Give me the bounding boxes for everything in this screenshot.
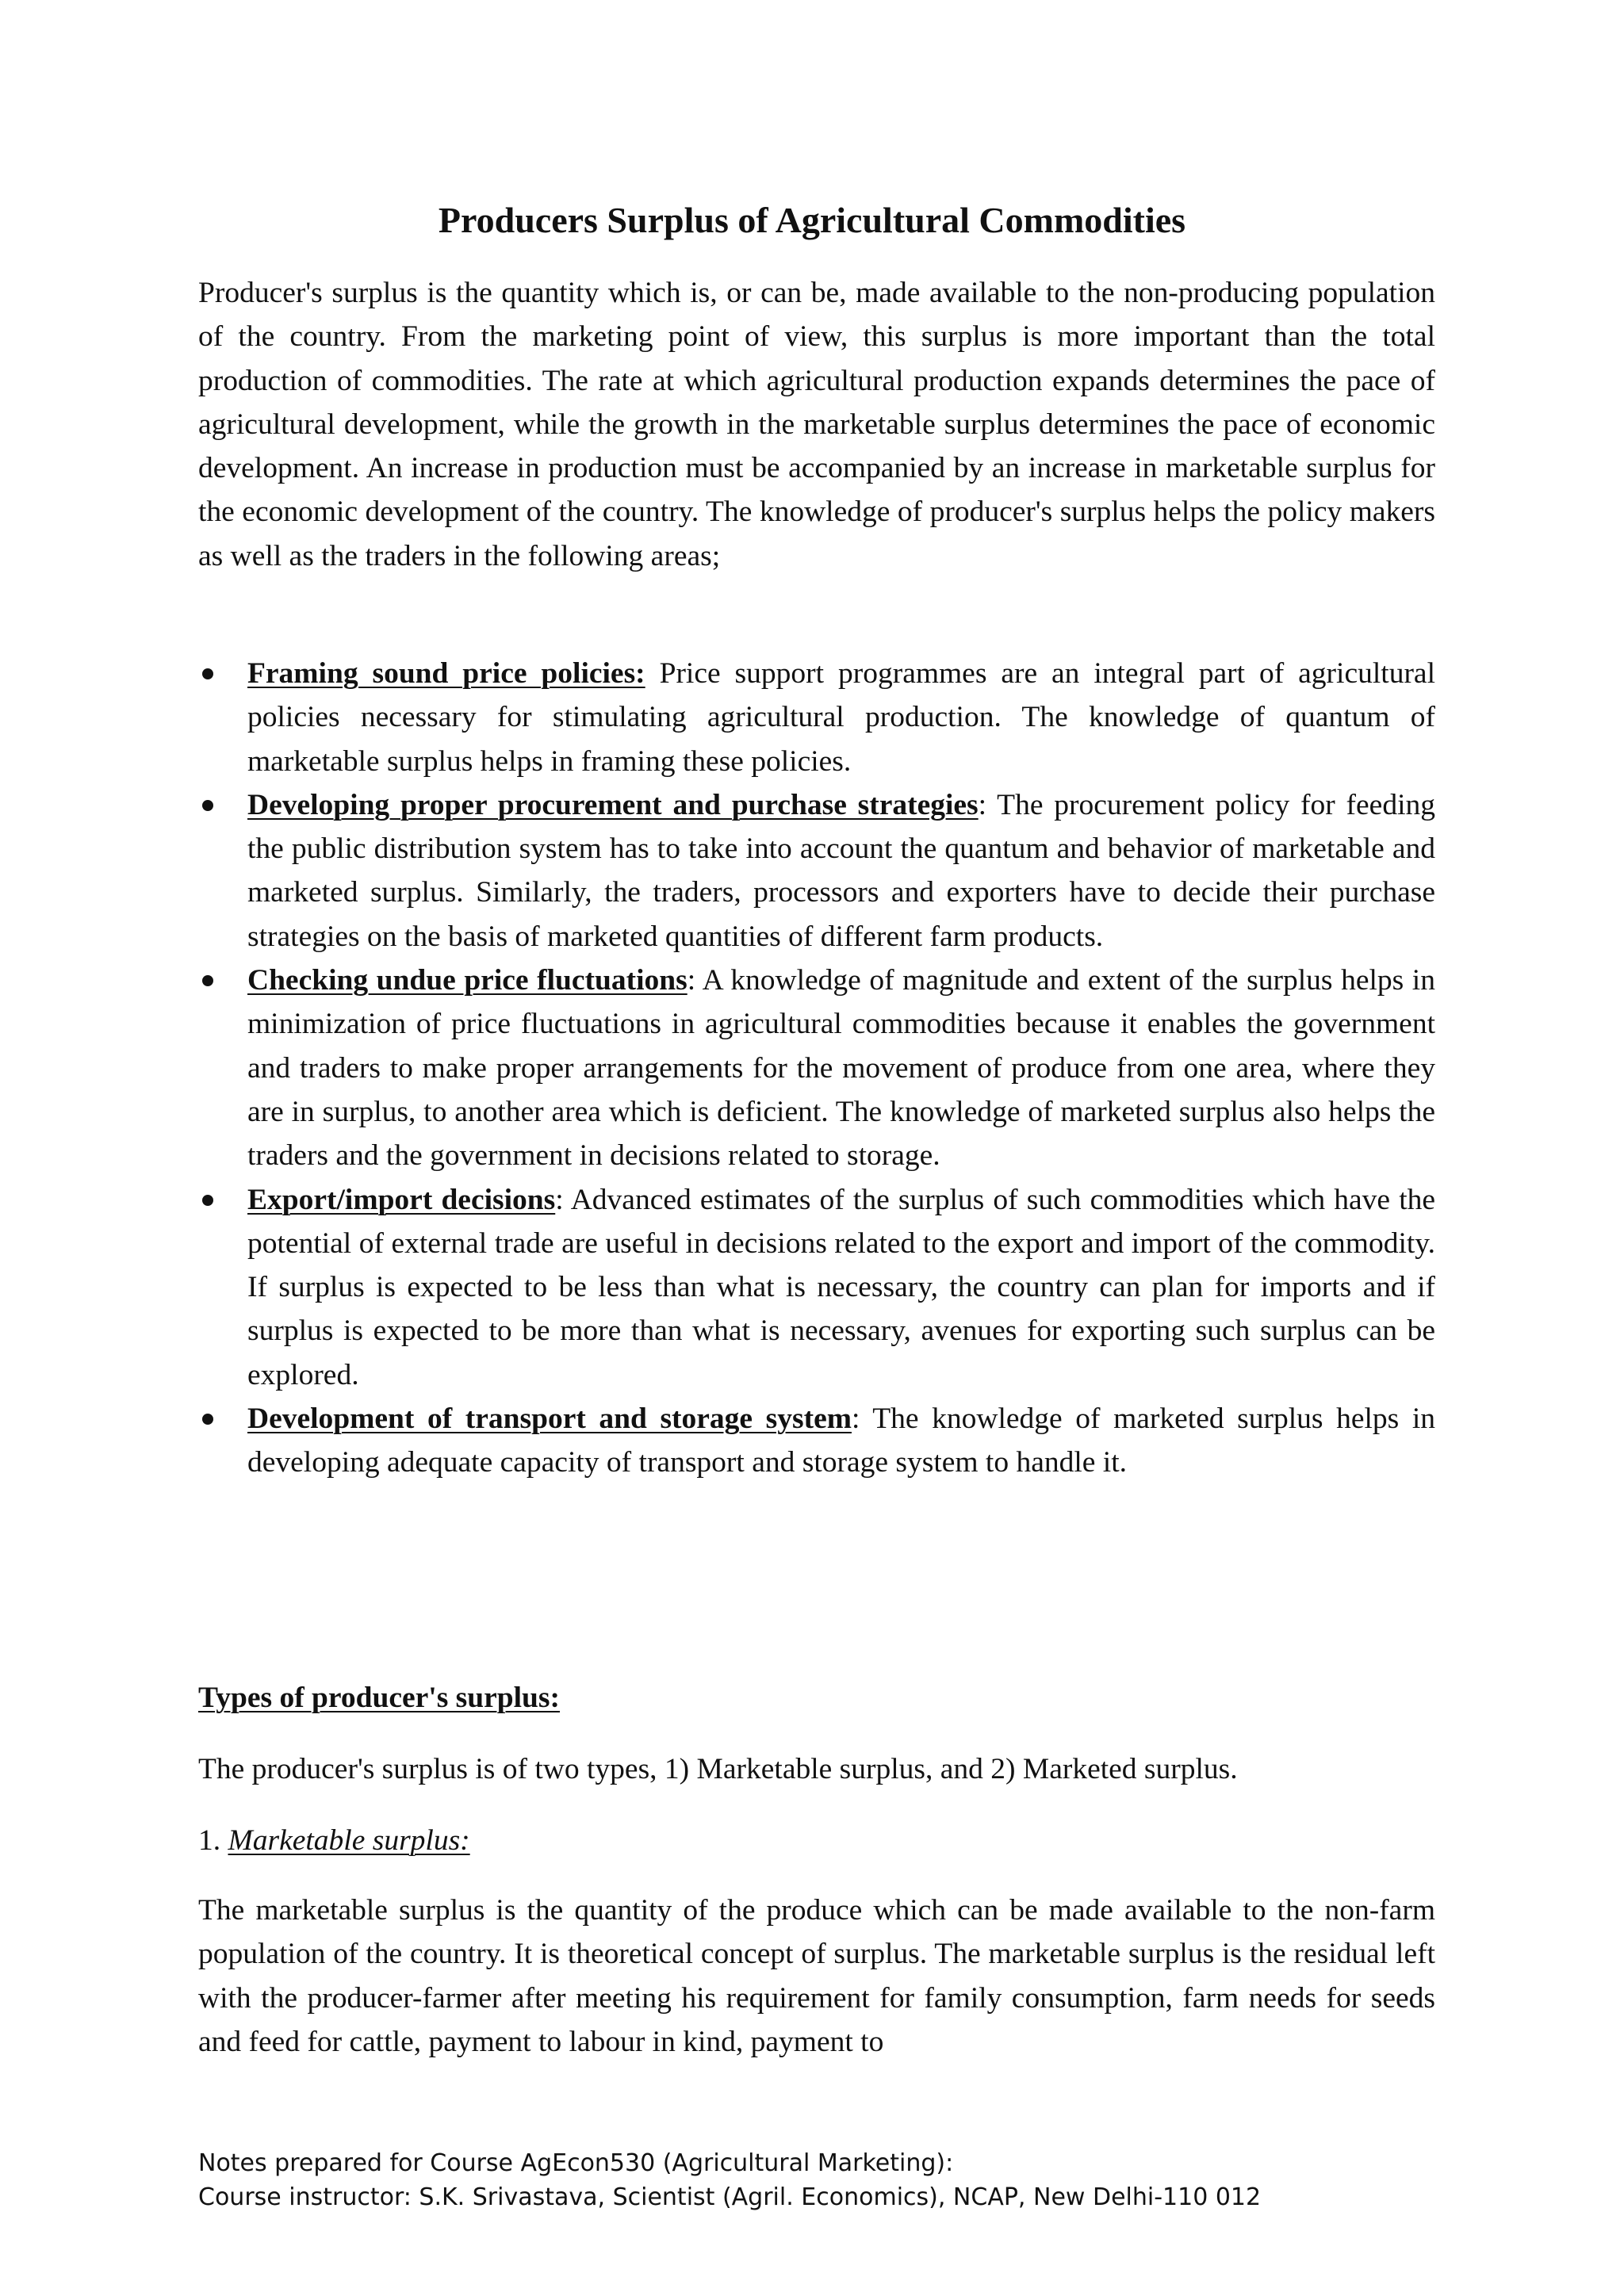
footer-line-course: Notes prepared for Course AgEcon530 (Agricultural Marketing):: [198, 2149, 954, 2177]
marketable-surplus-heading: [198, 1819, 470, 1862]
bullet-term: Checking undue price fluctuations: [247, 964, 688, 997]
list-item: [198, 1397, 1435, 1485]
bullet-text: : A knowledge of magnitude and extent of the surplus helps in minimization of price fluctuations in agricultural commodities because it enables the government and traders to make proper arrangements for the movement of produce from one area, where they are in surplus, to another area which is deficient. The knowledge of marketed surplus also helps the traders and the government in decisions related to storage.: [247, 964, 1435, 1173]
benefits-list: [198, 652, 1435, 1485]
types-intro-paragraph: The producer's surplus is of two types, 1) Marketable surplus, and 2) Marketed surplus.: [198, 1753, 1238, 1785]
marketable-surplus-paragraph: The marketable surplus is the quantity of the produce which can be made available to the non-farm population of the country. It is theoretical concept of surplus. The marketable surplus is the residual left with the producer-farmer after meeting his requirement for family consumption, farm needs for seeds and feed for cattle, payment to labour in kind, payment to: [198, 1894, 1435, 2058]
footer-line-instructor: Course instructor: S.K. Srivastava, Scientist (Agril. Economics), NCAP, New Delhi-110 012: [198, 2183, 1262, 2211]
bullet-text: : The knowledge of marketed surplus helps in developing adequate capacity of transport and storage system to handle it.: [247, 1402, 1435, 1479]
sub-heading-number: 1.: [198, 1824, 228, 1857]
bullet-text: : The procurement policy for feeding the public distribution system has to take into account the quantum and behavior of marketable and marketed surplus. Similarly, the traders, processors and exporters have to decide their purchase strategies on the basis of marketed quantities of different farm products.: [247, 788, 1435, 953]
intro-paragraph: Producer's surplus is the quantity which is, or can be, made available to the non-producing population of the country. From the marketing point of view, this surplus is more important than the total production of commodities. The rate at which agricultural production expands determines the pace of agricultural development, while the growth in the marketable surplus determines the pace of economic development. An increase in production must be accompanied by an increase in marketable surplus for the economic development of the country. The knowledge of producer's surplus helps the policy makers as well as the traders in the following areas;: [198, 277, 1435, 572]
list-item: [198, 959, 1435, 1177]
bullet-icon: [202, 975, 213, 986]
page-footer: [198, 2146, 1467, 2214]
list-item: [198, 783, 1435, 959]
bullet-term: Developing proper procurement and purchase strategies: [247, 788, 979, 821]
types-heading: Types of producer's surplus:: [198, 1682, 560, 1714]
bullet-term: Development of transport and storage system: [247, 1402, 852, 1436]
sub-heading-label: Marketable surplus:: [228, 1824, 470, 1857]
list-item: [198, 1178, 1435, 1397]
page-title: Producers Surplus of Agricultural Commodities: [438, 200, 1186, 240]
bullet-term: Framing sound price policies:: [247, 657, 645, 690]
bullet-icon: [202, 668, 213, 679]
bullet-icon: [202, 1195, 213, 1206]
bullet-icon: [202, 800, 213, 811]
bullet-text: Price support programmes are an integral part of agricultural policies necessary for stimulating agricultural production. The knowledge of quantum of marketable surplus helps in framing these policies.: [247, 657, 1435, 778]
bullet-text: : Advanced estimates of the surplus of such commodities which have the potential of external trade are useful in decisions related to the export and import of the commodity. If surplus is expected to be less than what is necessary, the country can plan for imports and if surplus is expected to be more than what is necessary, avenues for exporting such surplus can be explored.: [247, 1183, 1436, 1391]
list-item: [198, 652, 1435, 783]
bullet-term: Export/import decisions: [247, 1183, 556, 1216]
bullet-icon: [202, 1414, 213, 1425]
